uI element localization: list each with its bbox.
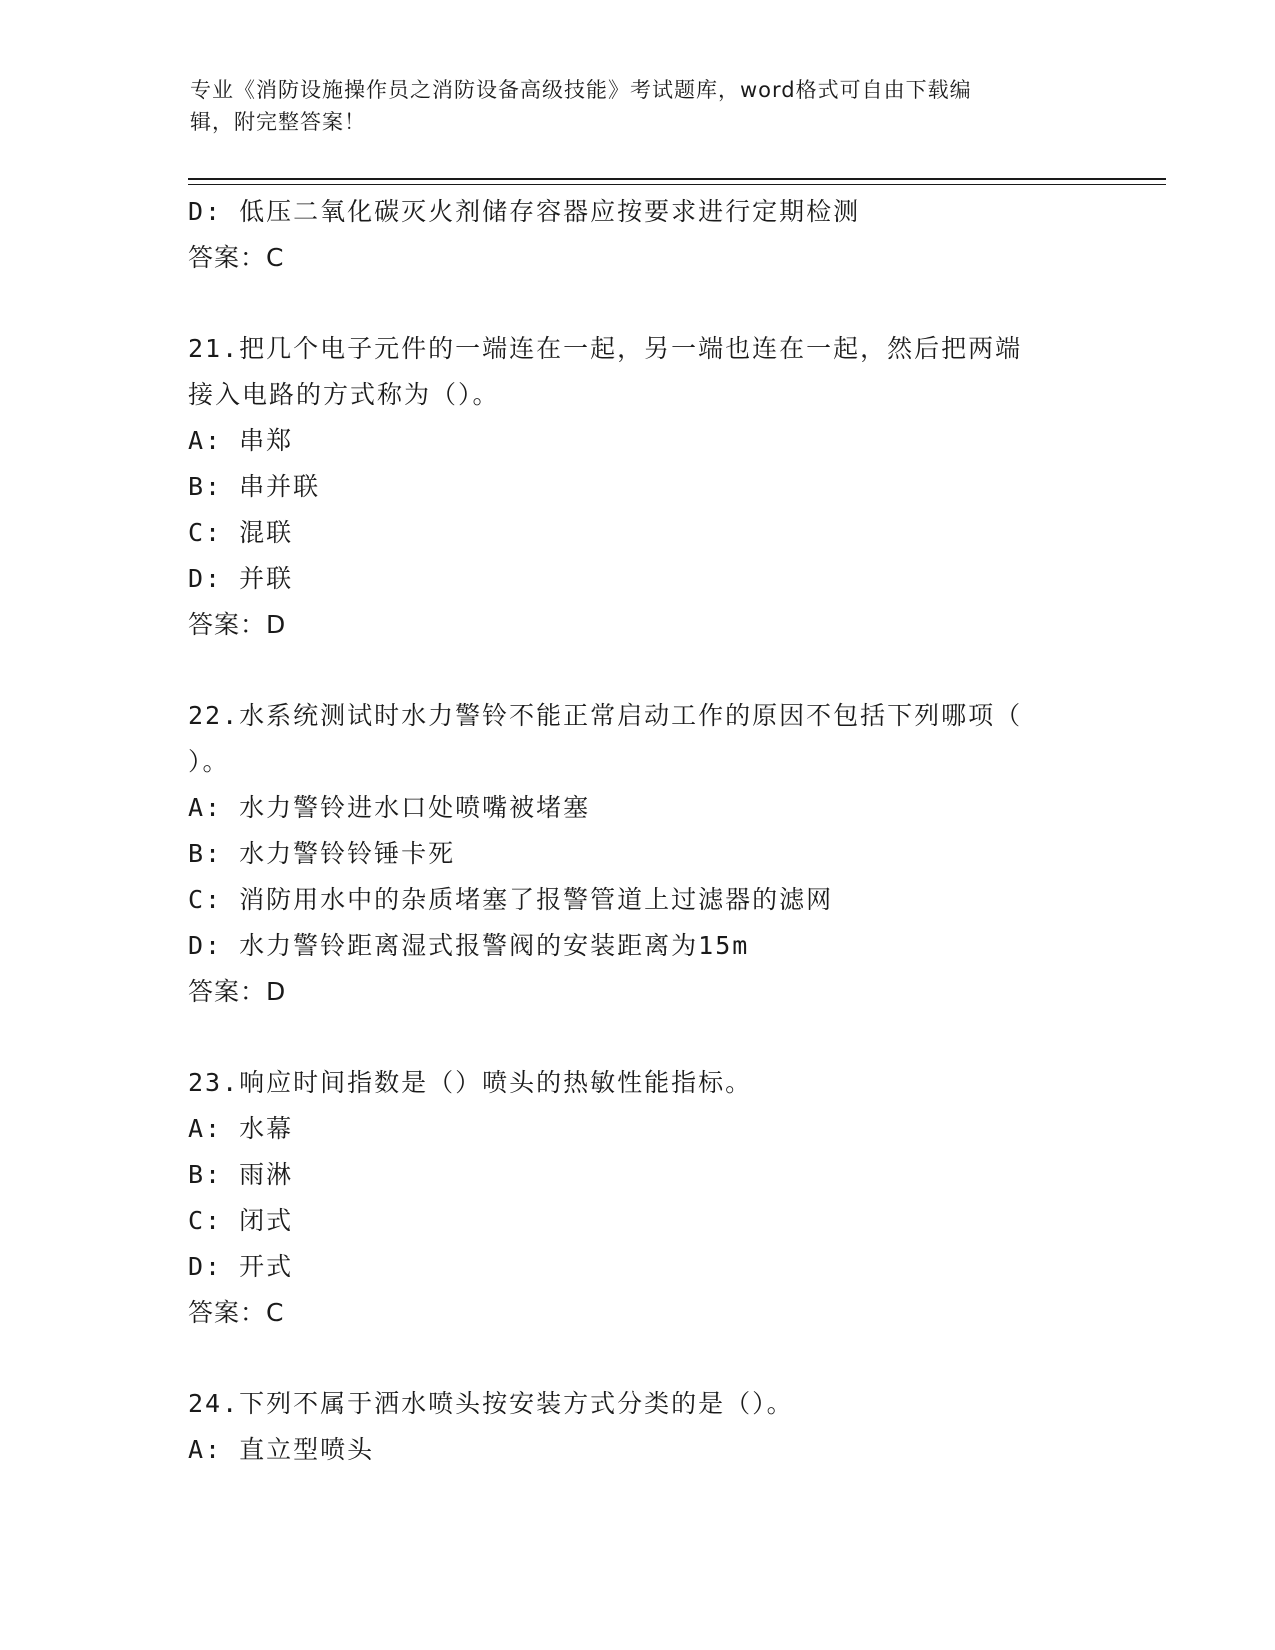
option-b: B: 雨淋: [188, 1160, 294, 1189]
option-d: D: 并联: [188, 564, 294, 593]
question-23: [188, 1060, 1088, 1336]
question-stem-line: 22.水系统测试时水力警铃不能正常启动工作的原因不包括下列哪项（: [188, 701, 1023, 730]
header-line-2: 辑，附完整答案！: [190, 110, 366, 134]
option-a: A: 水幕: [188, 1114, 294, 1143]
option-a: A: 直立型喷头: [188, 1435, 375, 1464]
question-24: [188, 1381, 1088, 1473]
option-c: C: 消防用水中的杂质堵塞了报警管道上过滤器的滤网: [188, 885, 834, 914]
question-stem-line: 23.响应时间指数是（）喷头的热敏性能指标。: [188, 1068, 753, 1097]
question-22: [188, 693, 1088, 1015]
question-21: [188, 326, 1088, 648]
document-header: [190, 74, 1090, 138]
option-c: C: 闭式: [188, 1206, 294, 1235]
option-d: D: 水力警铃距离湿式报警阀的安装距离为15m: [188, 931, 750, 960]
option-b: B: 水力警铃铃锤卡死: [188, 839, 456, 868]
header-divider-thick: [188, 178, 1166, 180]
answer-line: 答案：C: [188, 243, 285, 272]
option-a: A: 串郑: [188, 426, 294, 455]
option-d: D: 开式: [188, 1252, 294, 1281]
question-stem-line: 24.下列不属于洒水喷头按安装方式分类的是（）。: [188, 1389, 794, 1418]
question-stem-line: 接入电路的方式称为（）。: [188, 380, 500, 409]
question-stem-line: ）。: [188, 747, 230, 776]
question-list: [188, 189, 1088, 1473]
header-line-1: 专业《消防设施操作员之消防设备高级技能》考试题库，word格式可自由下载编: [190, 78, 972, 102]
option-d: D: 低压二氧化碳灭火剂储存容器应按要求进行定期检测: [188, 197, 861, 226]
header-divider-thin: [188, 184, 1166, 185]
answer-line: 答案：C: [188, 1298, 285, 1327]
answer-line: 答案：D: [188, 610, 287, 639]
previous-question-tail: [188, 189, 1088, 281]
option-c: C: 混联: [188, 518, 294, 547]
option-b: B: 串并联: [188, 472, 321, 501]
option-a: A: 水力警铃进水口处喷嘴被堵塞: [188, 793, 591, 822]
question-stem-line: 21.把几个电子元件的一端连在一起，另一端也连在一起，然后把两端: [188, 334, 1023, 363]
answer-line: 答案：D: [188, 977, 287, 1006]
